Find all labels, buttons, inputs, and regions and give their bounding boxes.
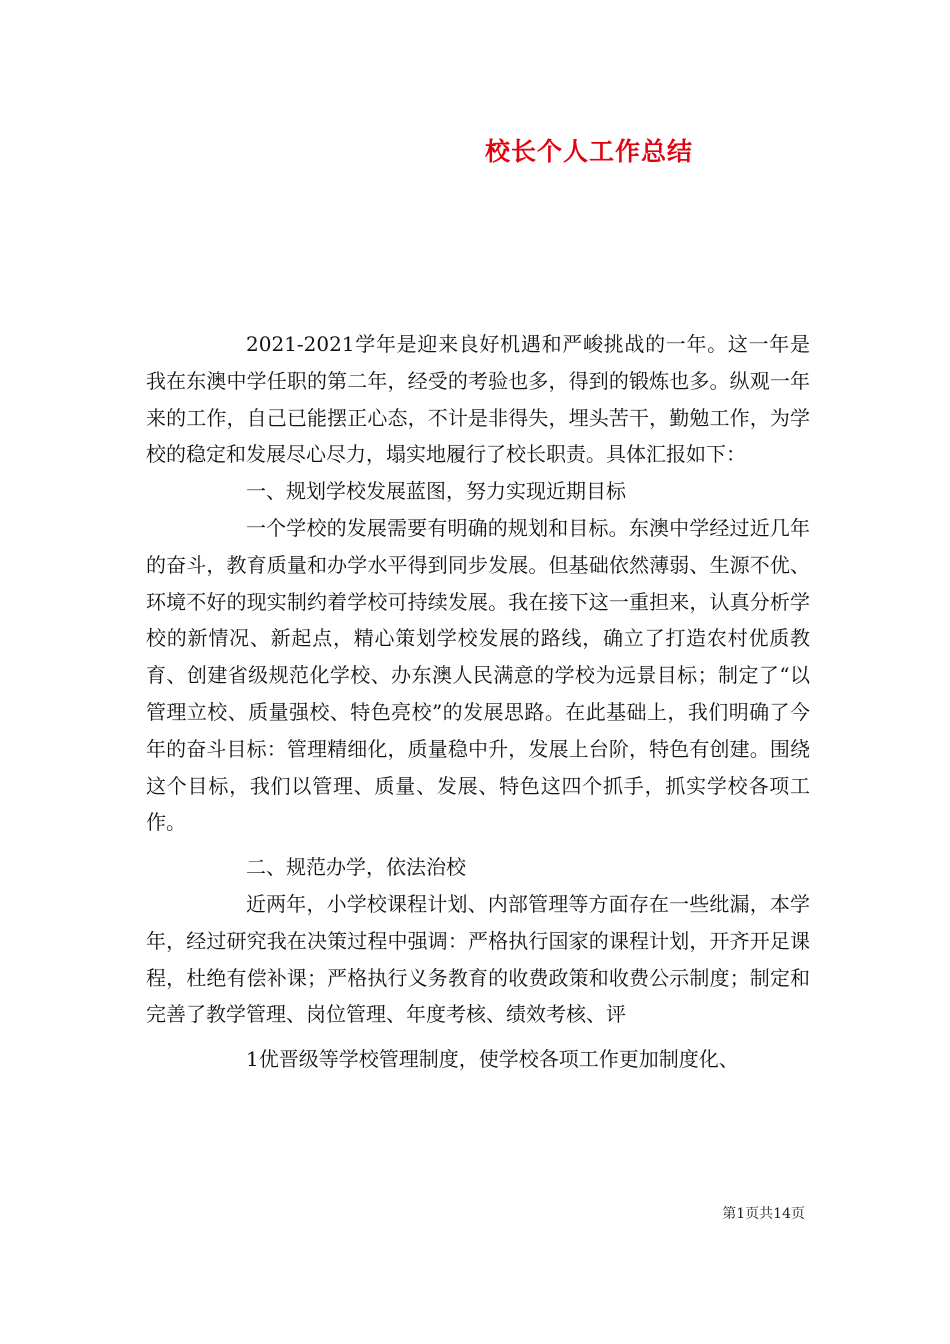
paragraph-intro: 2021-2021学年是迎来良好机遇和严峻挑战的一年。这一年是我在东澳中学任职的第二年，经受的考验也多，得到的锻炼也多。纵观一年来的工作，自己已能摆正心态，不计是非得失，埋头苦干，勤勉工作，为学校的稳定和发展尽心尽力，塌实地履行了校长职责。具体汇报如下： [146,332,810,467]
section-heading-2: 二、规范办学，依法治校 [246,855,466,880]
paragraph-regulation: 近两年，小学校课程计划、内部管理等方面存在一些纰漏，本学年，经过研究我在决策过程中强调：严格执行国家的课程计划，开齐开足课程，杜绝有偿补课；严格执行义务教育的收费政策和收费公示制度；制定和完善了教学管理、岗位管理、年度考核、绩效考核、评 [146,891,810,1027]
page-number-footer: 第1页共14页 [722,1206,805,1222]
paragraph-planning: 一个学校的发展需要有明确的规划和目标。东澳中学经过近几年的奋斗，教育质量和办学水平得到同步发展。但基础依然薄弱、生源不优、环境不好的现实制约着学校可持续发展。我在接下这一重担来，认真分析学校的新情况、新起点，精心策划学校发展的路线，确立了打造农村优质教育、创建省级规范化学校、办东澳人民满意的学校为远景目标；制定了“以管理立校、质量强校、特色亮校”的发展思路。在此基础上，我们明确了今年的奋斗目标：管理精细化，质量稳中升，发展上台阶，特色有创建。围绕这个目标，我们以管理、质量、发展、特色这四个抓手，抓实学校各项工作。 [146,515,810,835]
section-heading-1: 一、规划学校发展蓝图，努力实现近期目标 [246,479,626,504]
paragraph-continuation: 1优晋级等学校管理制度，使学校各项工作更加制度化、 [246,1047,739,1072]
document-title: 校长个人工作总结 [484,137,693,166]
document-body [146,326,810,1078]
